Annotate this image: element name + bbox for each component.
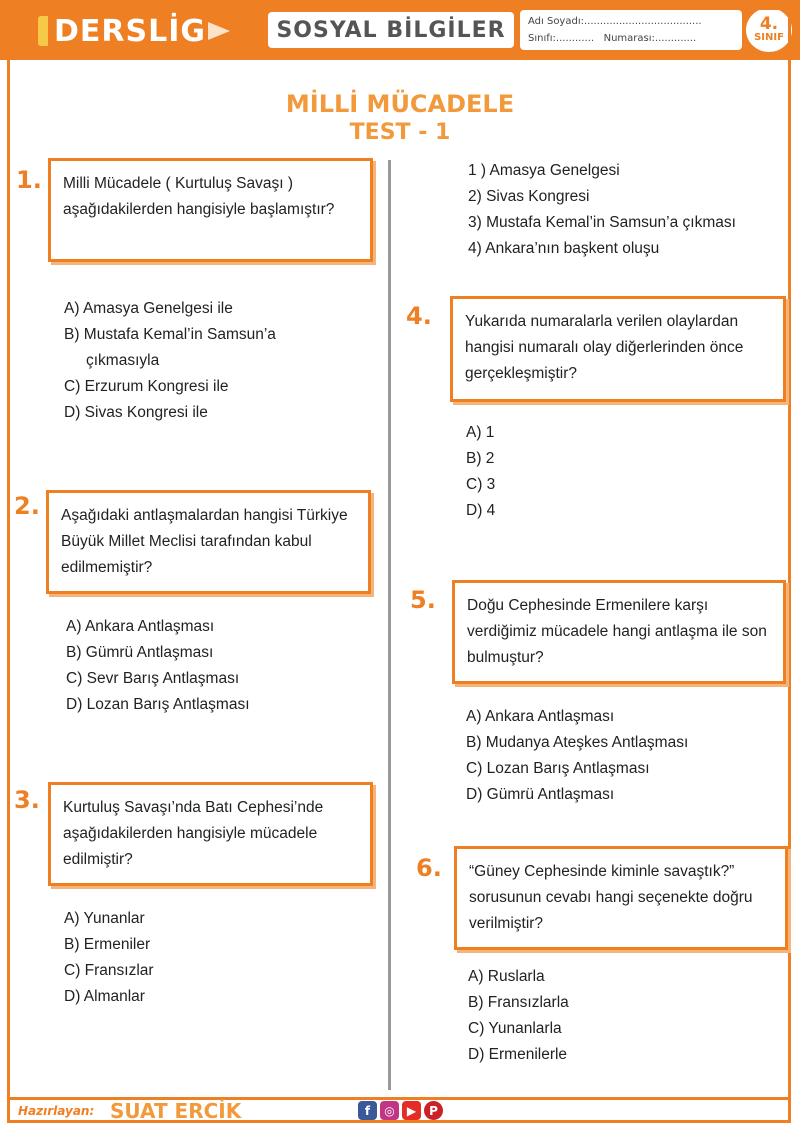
event-item: 3) Mustafa Kemal’in Samsun’a çıkması (468, 214, 736, 231)
prepared-by-label: Hazırlayan: (18, 1104, 95, 1118)
event-list (468, 158, 736, 262)
event-item: 4) Ankara’nın başkent oluşu (468, 240, 660, 257)
pinterest-icon[interactable]: P (424, 1101, 443, 1120)
option[interactable]: A) Ankara Antlaşması (466, 708, 615, 725)
option[interactable]: B) Fransızlarla (468, 994, 569, 1011)
option[interactable]: A) Ankara Antlaşması (66, 618, 215, 635)
number-field: Numarası:............. (603, 33, 697, 44)
option[interactable]: B) Mustafa Kemal’in Samsun’a (64, 326, 276, 343)
author-name: SUAT ERCİK (110, 1099, 242, 1123)
option[interactable]: A) 1 (466, 424, 495, 441)
question-box: Aşağıdaki antlaşmalardan hangisi Türkiye Büyük Millet Meclisi tarafından kabul edilmemiştir? (46, 490, 371, 594)
options-list (466, 420, 495, 524)
option[interactable]: D) 4 (466, 502, 496, 519)
page-subtitle: TEST - 1 (349, 120, 451, 145)
grade-label: SINIF (754, 32, 784, 43)
instagram-icon[interactable]: ◎ (380, 1101, 399, 1120)
question-box: Doğu Cephesinde Ermenilere karşı verdiğimiz mücadele hangi antlaşma ile son bulmuştur? (452, 580, 786, 684)
option[interactable]: B) Gümrü Antlaşması (66, 644, 214, 661)
facebook-icon[interactable]: f (358, 1101, 377, 1120)
option[interactable]: D) Almanlar (64, 988, 145, 1005)
question-box: Kurtuluş Savaşı’nda Batı Cephesi’nde aşağıdakilerden hangisiyle mücadele edilmiştir? (48, 782, 373, 886)
page-title: MİLLİ MÜCADELE (285, 90, 515, 118)
grade-number: 4. (759, 14, 779, 34)
option[interactable]: D) Sivas Kongresi ile (64, 404, 208, 421)
options-list (466, 704, 688, 808)
question-number: 5. (410, 586, 436, 614)
option[interactable]: A) Yunanlar (64, 910, 145, 927)
question-number: 4. (406, 302, 432, 330)
option[interactable]: D) Ermenilerle (468, 1046, 568, 1063)
options-list (64, 906, 154, 1010)
brand-name: DERSLİG (54, 13, 207, 49)
option[interactable]: B) Ermeniler (64, 936, 151, 953)
question-number: 6. (416, 854, 442, 882)
question-box: Milli Mücadele ( Kurtuluş Savaşı ) aşağıdakilerden hangisiyle başlamıştır? (48, 158, 373, 262)
name-field: Adı Soyadı:..................................... (528, 16, 702, 27)
youtube-icon[interactable]: ▶ (402, 1101, 421, 1120)
option[interactable]: C) Erzurum Kongresi ile (64, 378, 229, 395)
option-continuation: çıkmasıyla (86, 352, 160, 369)
question-number: 1. (16, 166, 42, 194)
option[interactable]: B) Mudanya Ateşkes Antlaşması (466, 734, 689, 751)
option[interactable]: C) Sevr Barış Antlaşması (66, 670, 240, 687)
option[interactable]: C) Fransızlar (64, 962, 154, 979)
question-box: Yukarıda numaralarla verilen olaylardan hangisi numaralı olay diğerlerinden önce gerçekleşmiştir? (450, 296, 786, 402)
option[interactable]: C) Lozan Barış Antlaşması (466, 760, 650, 777)
social-links (358, 1101, 443, 1120)
column-divider (388, 160, 391, 1090)
event-item: 1 ) Amasya Genelgesi (468, 162, 620, 179)
option[interactable]: A) Ruslarla (468, 968, 545, 985)
class-field: Sınıfı:............ (528, 33, 595, 44)
event-item: 2) Sivas Kongresi (468, 188, 590, 205)
question-number: 2. (14, 492, 40, 520)
option[interactable]: D) Lozan Barış Antlaşması (66, 696, 250, 713)
options-list (66, 614, 250, 718)
question-number: 3. (14, 786, 40, 814)
option[interactable]: B) 2 (466, 450, 495, 467)
option[interactable]: C) 3 (466, 476, 496, 493)
option[interactable]: D) Gümrü Antlaşması (466, 786, 615, 803)
options-list (64, 296, 276, 426)
option[interactable]: A) Amasya Genelgesi ile (64, 300, 233, 317)
options-list (468, 964, 569, 1068)
subject-title: SOSYAL BİLGİLER (276, 17, 506, 43)
question-box: “Güney Cephesinde kiminle savaştık?” sorusunun cevabı hangi seçenekte doğru verilmiştir? (454, 846, 788, 950)
option[interactable]: C) Yunanlarla (468, 1020, 562, 1037)
